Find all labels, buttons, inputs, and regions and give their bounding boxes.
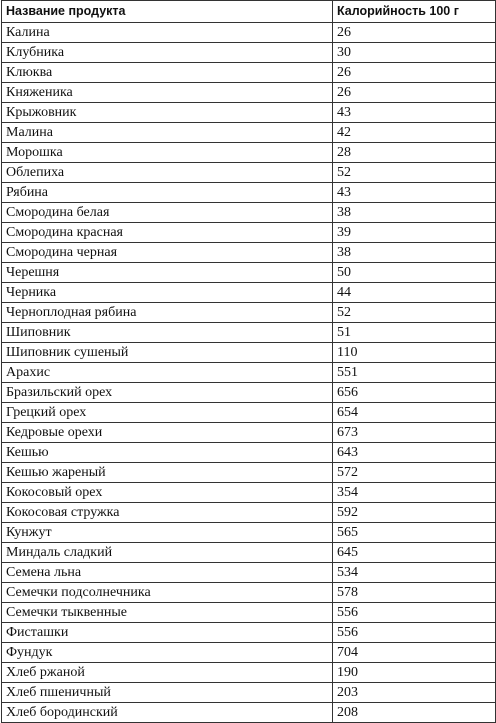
product-name-cell: Кокосовый орех bbox=[2, 483, 333, 503]
product-name-cell: Фундук bbox=[2, 643, 333, 663]
table-row bbox=[2, 403, 496, 423]
calories-cell: 203 bbox=[333, 683, 496, 703]
table-body bbox=[2, 23, 496, 723]
product-name-cell: Миндаль сладкий bbox=[2, 543, 333, 563]
product-name-cell: Крыжовник bbox=[2, 103, 333, 123]
product-name-cell: Черноплодная рябина bbox=[2, 303, 333, 323]
calories-cell: 39 bbox=[333, 223, 496, 243]
product-name-cell: Семечки подсолнечника bbox=[2, 583, 333, 603]
product-name-cell: Кешью жареный bbox=[2, 463, 333, 483]
table-row bbox=[2, 563, 496, 583]
table-row bbox=[2, 143, 496, 163]
product-name-cell: Хлеб бородинский bbox=[2, 703, 333, 723]
product-name-cell: Арахис bbox=[2, 363, 333, 383]
calories-cell: 26 bbox=[333, 63, 496, 83]
product-name-cell: Шиповник bbox=[2, 323, 333, 343]
calories-cell: 208 bbox=[333, 703, 496, 723]
table-row bbox=[2, 643, 496, 663]
table-row bbox=[2, 303, 496, 323]
product-name-cell: Бразильский орех bbox=[2, 383, 333, 403]
product-name-cell: Семена льна bbox=[2, 563, 333, 583]
calories-cell: 354 bbox=[333, 483, 496, 503]
header-calories: Калорийность 100 г bbox=[333, 1, 496, 23]
table-row bbox=[2, 263, 496, 283]
calories-cell: 654 bbox=[333, 403, 496, 423]
product-name-cell: Смородина белая bbox=[2, 203, 333, 223]
table-header bbox=[2, 1, 496, 23]
table-row bbox=[2, 243, 496, 263]
table-row bbox=[2, 363, 496, 383]
table-row bbox=[2, 583, 496, 603]
product-name-cell: Кокосовая стружка bbox=[2, 503, 333, 523]
calories-cell: 26 bbox=[333, 83, 496, 103]
table-row bbox=[2, 103, 496, 123]
calories-cell: 572 bbox=[333, 463, 496, 483]
product-name-cell: Грецкий орех bbox=[2, 403, 333, 423]
calories-cell: 51 bbox=[333, 323, 496, 343]
table-row bbox=[2, 343, 496, 363]
table-row bbox=[2, 503, 496, 523]
calories-cell: 704 bbox=[333, 643, 496, 663]
table-row bbox=[2, 123, 496, 143]
product-name-cell: Малина bbox=[2, 123, 333, 143]
table-row bbox=[2, 203, 496, 223]
calories-cell: 534 bbox=[333, 563, 496, 583]
calories-cell: 592 bbox=[333, 503, 496, 523]
table-row bbox=[2, 163, 496, 183]
table-row bbox=[2, 383, 496, 403]
header-product-name: Название продукта bbox=[2, 1, 333, 23]
table-row bbox=[2, 663, 496, 683]
calories-cell: 44 bbox=[333, 283, 496, 303]
calories-cell: 38 bbox=[333, 243, 496, 263]
table-row bbox=[2, 703, 496, 723]
calories-cell: 551 bbox=[333, 363, 496, 383]
product-name-cell: Кешью bbox=[2, 443, 333, 463]
product-name-cell: Смородина красная bbox=[2, 223, 333, 243]
product-name-cell: Облепиха bbox=[2, 163, 333, 183]
table-row bbox=[2, 443, 496, 463]
table-row bbox=[2, 63, 496, 83]
calories-cell: 578 bbox=[333, 583, 496, 603]
table-row bbox=[2, 683, 496, 703]
calories-cell: 26 bbox=[333, 23, 496, 43]
calories-cell: 52 bbox=[333, 163, 496, 183]
table-row bbox=[2, 423, 496, 443]
calories-cell: 645 bbox=[333, 543, 496, 563]
table-row bbox=[2, 183, 496, 203]
calories-cell: 673 bbox=[333, 423, 496, 443]
product-name-cell: Черника bbox=[2, 283, 333, 303]
calories-cell: 30 bbox=[333, 43, 496, 63]
calories-cell: 43 bbox=[333, 103, 496, 123]
calorie-table bbox=[1, 0, 496, 723]
product-name-cell: Клюква bbox=[2, 63, 333, 83]
calories-cell: 556 bbox=[333, 603, 496, 623]
calories-cell: 50 bbox=[333, 263, 496, 283]
calories-cell: 656 bbox=[333, 383, 496, 403]
calories-cell: 556 bbox=[333, 623, 496, 643]
product-name-cell: Кедровые орехи bbox=[2, 423, 333, 443]
table-row bbox=[2, 523, 496, 543]
product-name-cell: Клубника bbox=[2, 43, 333, 63]
calories-cell: 110 bbox=[333, 343, 496, 363]
table-row bbox=[2, 603, 496, 623]
calories-cell: 565 bbox=[333, 523, 496, 543]
calories-cell: 28 bbox=[333, 143, 496, 163]
calories-cell: 43 bbox=[333, 183, 496, 203]
header-row bbox=[2, 1, 496, 23]
calories-cell: 42 bbox=[333, 123, 496, 143]
table-row bbox=[2, 483, 496, 503]
product-name-cell: Калина bbox=[2, 23, 333, 43]
product-name-cell: Морошка bbox=[2, 143, 333, 163]
table-row bbox=[2, 223, 496, 243]
calories-cell: 52 bbox=[333, 303, 496, 323]
table-row bbox=[2, 463, 496, 483]
table-row bbox=[2, 43, 496, 63]
table-row bbox=[2, 543, 496, 563]
table-row bbox=[2, 323, 496, 343]
product-name-cell: Шиповник сушеный bbox=[2, 343, 333, 363]
product-name-cell: Семечки тыквенные bbox=[2, 603, 333, 623]
table-row bbox=[2, 23, 496, 43]
product-name-cell: Черешня bbox=[2, 263, 333, 283]
product-name-cell: Княженика bbox=[2, 83, 333, 103]
table-row bbox=[2, 623, 496, 643]
product-name-cell: Смородина черная bbox=[2, 243, 333, 263]
table-row bbox=[2, 83, 496, 103]
product-name-cell: Фисташки bbox=[2, 623, 333, 643]
product-name-cell: Кунжут bbox=[2, 523, 333, 543]
table-row bbox=[2, 283, 496, 303]
product-name-cell: Хлеб ржаной bbox=[2, 663, 333, 683]
calories-cell: 643 bbox=[333, 443, 496, 463]
calories-cell: 190 bbox=[333, 663, 496, 683]
product-name-cell: Рябина bbox=[2, 183, 333, 203]
calories-cell: 38 bbox=[333, 203, 496, 223]
product-name-cell: Хлеб пшеничный bbox=[2, 683, 333, 703]
